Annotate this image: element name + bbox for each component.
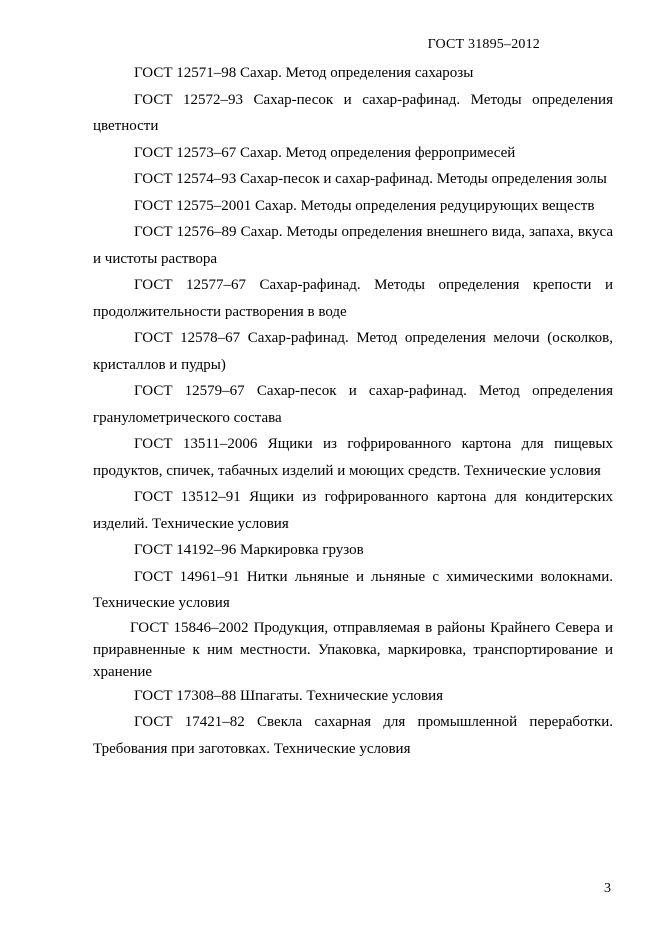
reference-entry: ГОСТ 12572–93 Сахар-песок и сахар-рафинад. Методы определения цветности [93,91,613,134]
reference-entry: ГОСТ 12578–67 Сахар-рафинад. Метод определения мелочи (осколков, кристаллов и пудры) [93,330,613,373]
reference-entry: ГОСТ 15846–2002 Продукция, отправляемая в районы Крайнего Севера и приравненные к ним местности. Упаковка, маркировка, транспортирование и хранение [93,619,613,680]
reference-entry: ГОСТ 12576–89 Сахар. Методы определения внешнего вида, запаха, вкуса и чистоты раствора [93,224,613,267]
document-header-standard-id: ГОСТ 31895–2012 [427,37,540,52]
reference-entry: ГОСТ 12577–67 Сахар-рафинад. Методы определения крепости и продолжительности растворения в воде [93,277,613,320]
page-number: 3 [604,881,611,896]
normative-references-list [93,60,613,762]
reference-entry: ГОСТ 14961–91 Нитки льняные и льняные с химическими волокнами. Технические условия [93,568,613,611]
reference-entry: ГОСТ 12574–93 Сахар-песок и сахар-рафинад. Методы определения золы [134,171,607,187]
reference-entry: ГОСТ 14192–96 Маркировка грузов [134,542,364,558]
reference-entry: ГОСТ 17308–88 Шпагаты. Технические условия [134,687,444,704]
reference-entry: ГОСТ 17421–82 Свекла сахарная для промышленной переработки. Требования при заготовках. Технические условия [93,714,613,757]
reference-entry: ГОСТ 12579–67 Сахар-песок и сахар-рафинад. Метод определения гранулометрического состава [93,383,613,426]
reference-entry: ГОСТ 13512–91 Ящики из гофрированного картона для кондитерских изделий. Технические условия [93,489,613,532]
reference-entry: ГОСТ 13511–2006 Ящики из гофрированного картона для пищевых продуктов, спичек, табачных изделий и моющих средств. Технические условия [93,436,613,479]
reference-entry: ГОСТ 12575–2001 Сахар. Методы определения редуцирующих веществ [134,197,595,214]
reference-entry: ГОСТ 12573–67 Сахар. Метод определения ферропримесей [134,144,516,161]
reference-entry: ГОСТ 12571–98 Сахар. Метод определения сахарозы [134,65,474,81]
